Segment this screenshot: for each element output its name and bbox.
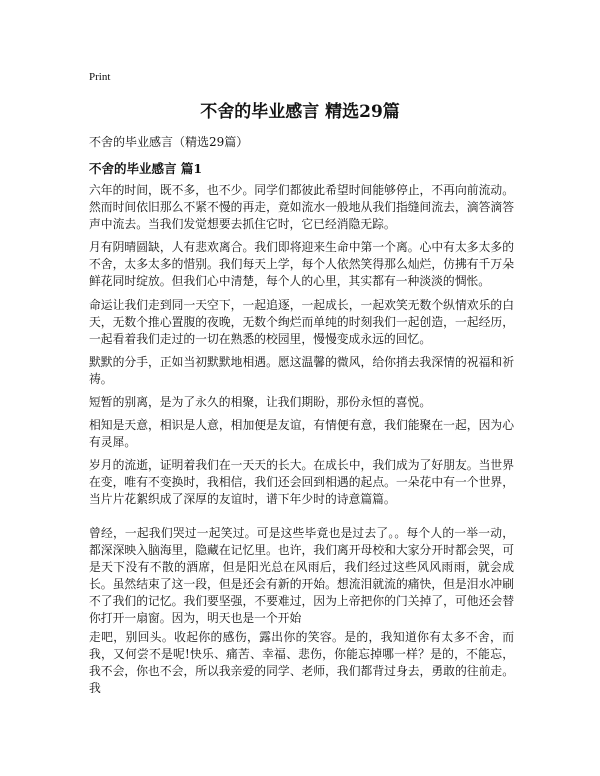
document-subtitle: 不舍的毕业感言（精选29篇）: [89, 135, 249, 149]
paragraph: 短暂的别离，是为了永久的相聚，让我们期盼，那份永恒的喜悦。: [89, 395, 432, 409]
paragraph: 走吧，别回头。收起你的感伤，露出你的笑容。是的，我知道你有太多不舍，而我，又何尝不是呢!快乐、痛苦、幸福、悲伤，你能忘掉哪一样？是的，不能忘，我不会，你也不会，所以我亲爱的同学、老师，我们都背过身去，勇敢的往前走。我: [89, 630, 514, 695]
paragraph: 月有阴晴圆缺，人有悲欢离合。我们即将迎来生命中第一个离。心中有太多太多的不舍，太多太多的惜别。我们每天上学，每个人依然笑得那么灿烂，仿拂有千万朵鲜花同时绽放。但我们心中清楚，每个人的心里，其实都有一种淡淡的惆怅。: [89, 240, 514, 288]
section-heading: 不舍的毕业感言 篇1: [89, 161, 203, 176]
paragraph: 相知是天意，相识是人意，相加便是友谊，有情便有意，我们能聚在一起，因为心有灵犀。: [89, 418, 514, 449]
paragraph: 岁月的流逝，证明着我们在一天天的长大。在成长中，我们成为了好朋友。当世界在变，唯有不变换时，我相信，我们还会回到相遇的起点。一朵花中有一个世界，当片片花絮织成了深厚的友谊时，谱下年少时的诗意篇篇。: [89, 458, 514, 506]
page-title: 不舍的毕业感言 精选29篇: [200, 102, 400, 122]
paragraph: 命运让我们走到同一天空下，一起追逐，一起成长，一起欢笑无数个纵情欢乐的白天，无数个推心置腹的夜晚，无数个绚烂而单纯的时刻我们一起创造，一起经历，一起看着我们走过的一切在熟悉的校园里，慢慢变成永远的回忆。: [89, 298, 514, 346]
print-label: Print: [89, 71, 111, 83]
paragraph: 曾经，一起我们哭过一起笑过。可是这些毕竟也是过去了。。每个人的一举一动，都深深映入脑海里，隐藏在记忆里。也许，我们离开母校和大家分开时都会哭，可是天下没有不散的酒席，但是阳光总在风雨后，我们经过这些风风雨雨，就会成长。虽然结束了这一段，但是还会有新的开始。想流泪就流的痛快，但是泪水冲刷不了我们的记忆。我们要坚强，不要难过，因为上帝把你的门关掉了，可他还会替你打开一扇窗。因为，明天也是一个开始: [89, 526, 514, 625]
paragraph: 默默的分手，正如当初默默地相遇。愿这温馨的微风，给你捎去我深情的祝福和祈祷。: [89, 355, 514, 386]
paragraph: 六年的时间，既不多，也不少。同学们都彼此希望时间能够停止，不再向前流动。然而时间依旧那么不紧不慢的再走，竟如流水一般地从我们指缝间流去，滴答滴答声中流去。当我们发觉想要去抓住它时，它已经消隐无踪。: [89, 183, 514, 231]
